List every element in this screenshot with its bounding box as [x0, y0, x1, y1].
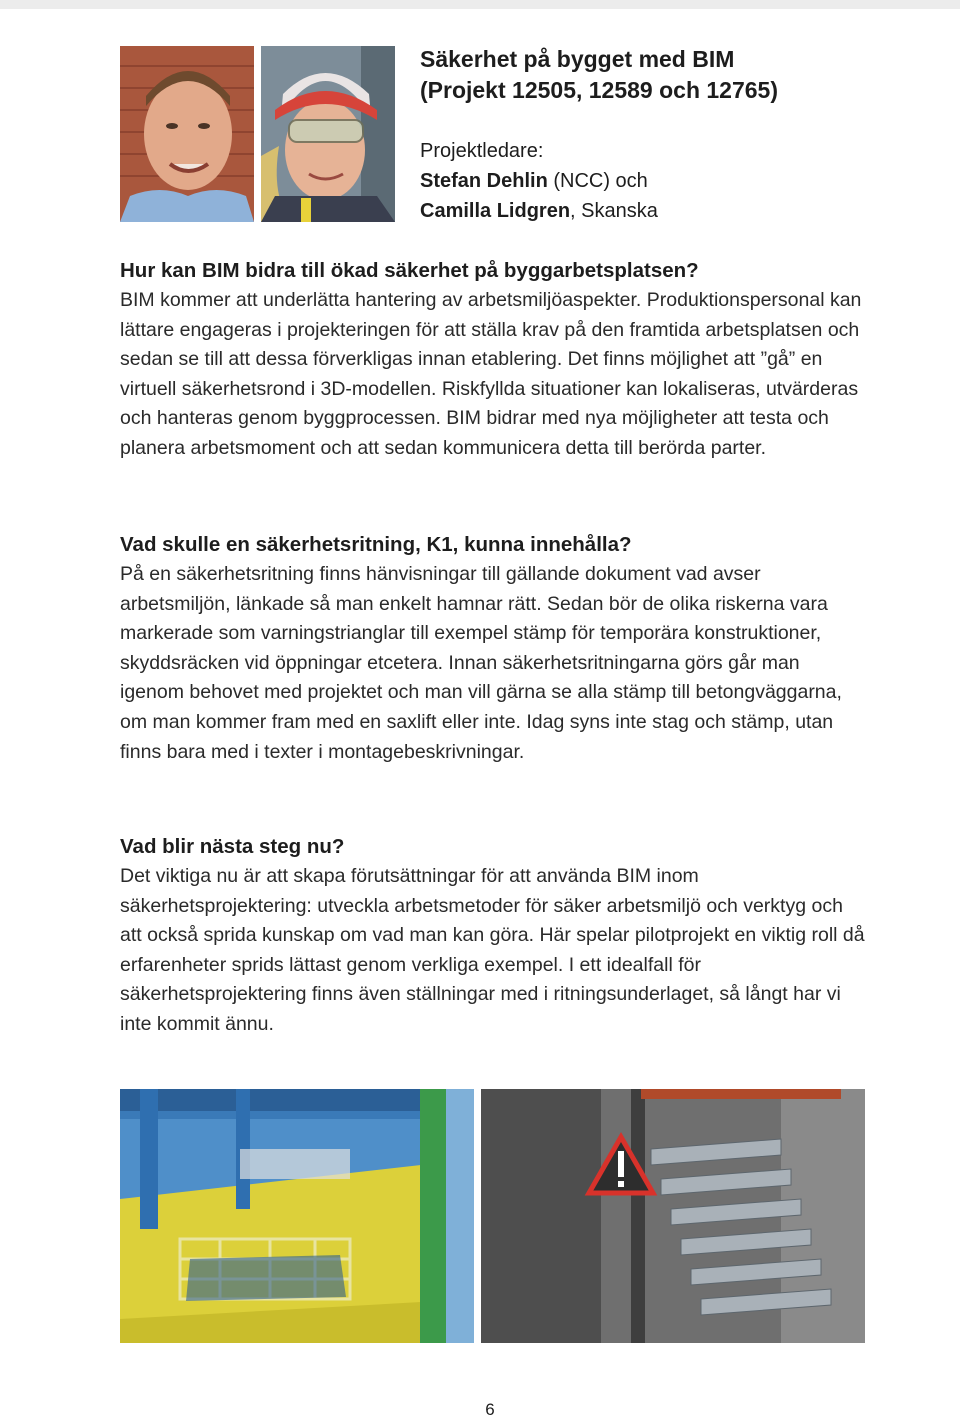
- leader-2-org: , Skanska: [570, 200, 658, 222]
- section-body: BIM kommer att underlätta hantering av arbetsmiljöaspekter. Produktionspersonal kan lättare engageras i projekteringen för att ställa krav på den framtida arbetsplatsen och sedan se till att dessa förverkligas innan etablering. Det finns möjlighet att ”gå” en virtuell säkerhetsrond i 3D-modellen. Riskfyllda situationer kan lokaliseras, utvärderas och hanteras genom byggprocessen. BIM bidrar med nya möjligheter att testa och planera arbetsmoment och att sedan kommunicera detta till berörda parter.: [120, 289, 862, 459]
- article-title: [420, 44, 940, 106]
- title-line-1: Säkerhet på bygget med BIM: [420, 46, 735, 72]
- leader-1: [420, 166, 940, 196]
- page-number: 6: [485, 1400, 495, 1419]
- section-heading: Vad blir nästa steg nu?: [120, 835, 345, 858]
- bim-model-render-scaffolding: [120, 1089, 474, 1343]
- leader-1-name: Stefan Dehlin: [420, 170, 548, 192]
- leader-2: [420, 196, 940, 226]
- top-edge-bar: [0, 0, 960, 9]
- section-next-step: [120, 832, 865, 1040]
- section-body: På en säkerhetsritning finns hänvisningar till gällande dokument vad avser arbetsmiljön, länkade så man enkelt hamnar rätt. Sedan bör de olika riskerna vara markerade som varningstrianglar till exempel stämp för temporära konstruktioner, skyddsräcken vid öppningar etcetera. Innan säkerhetsritningarna görs går man igenom behovet med projektet och man vill gärna se alla stämp till betongväggarna, om man kommer fram med en saxlift eller inte. Idag syns inte stag och stämp, utan finns bara med i texter i montagebeskrivningar.: [120, 563, 842, 763]
- portrait-photo-camilla-lidgren: [261, 46, 395, 222]
- leader-1-org: (NCC) och: [547, 170, 648, 192]
- section-k1-drawing: [120, 530, 865, 767]
- section-bim-safety: [120, 256, 865, 464]
- project-leaders: [420, 136, 940, 226]
- leader-2-name: Camilla Lidgren: [420, 200, 571, 222]
- project-leaders-label: Projektledare:: [420, 140, 544, 162]
- bim-model-render-stair-warning: [481, 1089, 865, 1343]
- portrait-photo-stefan-dehlin: [120, 46, 254, 222]
- section-heading: Hur kan BIM bidra till ökad säkerhet på byggarbetsplatsen?: [120, 259, 699, 282]
- title-line-2: (Projekt 12505, 12589 och 12765): [420, 77, 779, 103]
- section-heading: Vad skulle en säkerhetsritning, K1, kunna innehålla?: [120, 533, 632, 556]
- section-body: Det viktiga nu är att skapa förutsättningar för att använda BIM inom säkerhetsprojektering: utveckla arbetsmetoder för säker arbetsmiljö och verktyg och att också sprida kunskap om vad man kan göra. Här spelar pilotprojekt en viktig roll då erfarenheter sprids lättast genom verkliga exempel. I ett idealfall för säkerhetsprojektering finns även ställningar med i ritningsunderlaget, så långt har vi inte kommit ännu.: [120, 865, 865, 1035]
